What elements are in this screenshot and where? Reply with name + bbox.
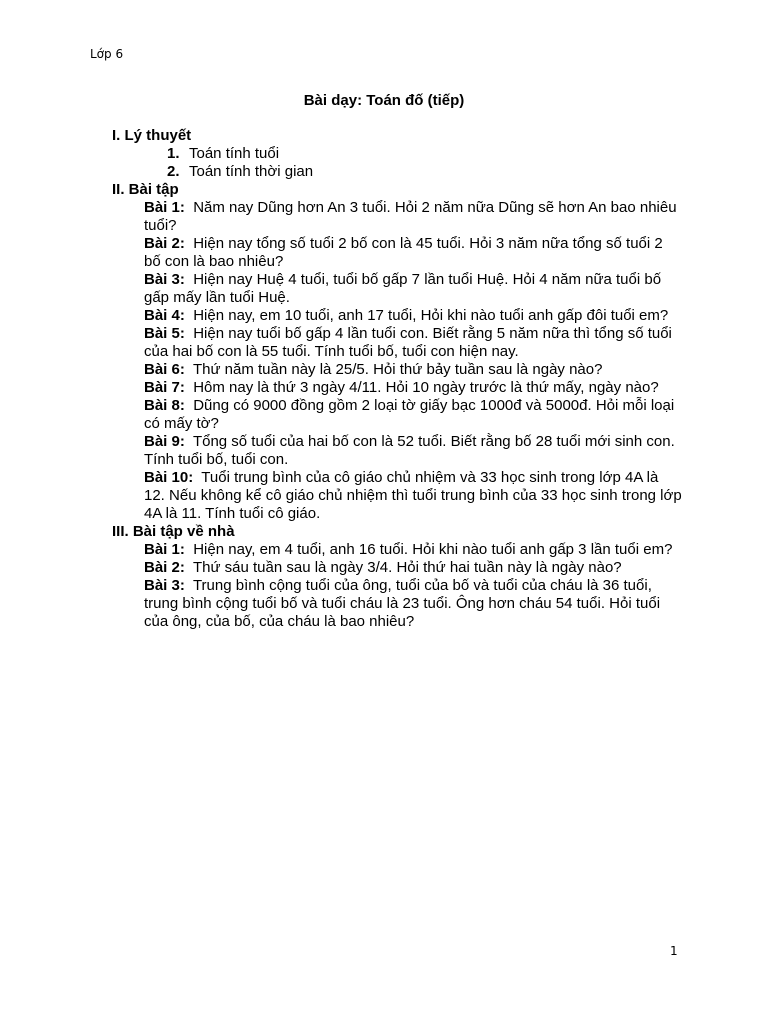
- exercise-problem: [112, 307, 682, 325]
- theory-item-text: Toán tính thời gian: [189, 163, 314, 180]
- homework-problem: [112, 541, 682, 559]
- problem-label: Bài 2:: [144, 235, 185, 252]
- problem-text: Hôm nay là thứ 3 ngày 4/11. Hỏi 10 ngày trước là thứ mấy, ngày nào?: [193, 379, 659, 396]
- exercise-problem: [112, 361, 682, 379]
- theory-item-text: Toán tính tuổi: [189, 145, 280, 162]
- theory-item: [112, 145, 682, 163]
- exercise-problem: [112, 469, 682, 523]
- problem-text: Hiện nay, em 4 tuổi, anh 16 tuổi. Hỏi khi nào tuổi anh gấp 3 lần tuổi em?: [193, 541, 673, 558]
- section-exercises-heading: II. Bài tập: [112, 181, 179, 198]
- problem-text: Hiện nay, em 10 tuổi, anh 17 tuổi, Hỏi khi nào tuổi anh gấp đôi tuổi em?: [193, 307, 669, 324]
- problem-label: Bài 3:: [144, 271, 185, 288]
- exercise-problem: [112, 397, 682, 433]
- problem-text: Thứ năm tuần này là 25/5. Hỏi thứ bảy tuần sau là ngày nào?: [192, 361, 603, 378]
- exercise-problem: [112, 379, 682, 397]
- problem-label: Bài 5:: [144, 325, 185, 342]
- problem-text: Tổng số tuổi của hai bố con là 52 tuổi. Biết rằng bố 28 tuổi mới sinh con. Tính tuổi bố, tuổi con.: [144, 433, 675, 468]
- problem-label: Bài 3:: [144, 577, 185, 594]
- section-theory-heading: I. Lý thuyết: [112, 127, 192, 144]
- page-header: Lớp 6: [90, 47, 124, 61]
- problem-text: Năm nay Dũng hơn An 3 tuổi. Hỏi 2 năm nữa Dũng sẽ hơn An bao nhiêu tuổi?: [144, 199, 677, 234]
- section-homework-heading: III. Bài tập về nhà: [112, 523, 235, 540]
- problem-label: Bài 4:: [144, 307, 185, 324]
- problem-label: Bài 10:: [144, 469, 194, 486]
- lesson-title: Bài dạy: Toán đố (tiếp): [303, 92, 465, 109]
- problem-text: Hiện nay tuổi bố gấp 4 lần tuổi con. Biết rằng 5 năm nữa thì tổng số tuổi của hai bố con là 55 tuổi. Tính tuổi bố, tuổi con hiện nay.: [144, 325, 672, 360]
- homework-problem: [112, 559, 682, 577]
- problem-label: Bài 7:: [144, 379, 185, 396]
- homework-problem: [112, 577, 682, 631]
- problem-label: Bài 8:: [144, 397, 185, 414]
- page-number: 1: [670, 944, 678, 958]
- problem-label: Bài 9:: [144, 433, 185, 450]
- theory-item: [112, 163, 682, 181]
- problem-label: Bài 2:: [144, 559, 185, 576]
- problem-text: Trung bình cộng tuổi của ông, tuổi của bố và tuổi của cháu là 36 tuổi, trung bình cộng tuổi bố và tuổi cháu là 23 tuổi. Ông hơn cháu 54 tuổi. Hỏi tuổi của ông, của bố, của cháu là bao nhiêu?: [144, 577, 661, 630]
- problem-text: Tuổi trung bình của cô giáo chủ nhiệm và 33 học sinh trong lớp 4A là 12. Nếu không kể cô giáo chủ nhiệm thì tuổi trung bình của 33 học sinh trong lớp 4A là 11. Tính tuổi cô giáo.: [144, 469, 682, 522]
- problem-text: Hiện nay Huệ 4 tuổi, tuổi bố gấp 7 lần tuổi Huệ. Hỏi 4 năm nữa tuổi bố gấp mấy lần tuổi Huệ.: [144, 271, 662, 306]
- problem-label: Bài 6:: [144, 361, 185, 378]
- problem-text: Hiện nay tổng số tuổi 2 bố con là 45 tuổi. Hỏi 3 năm nữa tổng số tuổi 2 bố con là bao nhiêu?: [144, 235, 663, 270]
- exercise-problem: [112, 199, 682, 235]
- problem-text: Thứ sáu tuần sau là ngày 3/4. Hỏi thứ hai tuần này là ngày nào?: [192, 559, 622, 576]
- theory-item-number: 1.: [167, 145, 180, 162]
- exercise-problem: [112, 271, 682, 307]
- exercise-problem: [112, 433, 682, 469]
- problem-label: Bài 1:: [144, 199, 185, 216]
- lesson-content: [112, 127, 682, 631]
- theory-item-number: 2.: [167, 163, 180, 180]
- exercise-problem: [112, 325, 682, 361]
- exercise-problem: [112, 235, 682, 271]
- problem-text: Dũng có 9000 đồng gồm 2 loại tờ giấy bạc 1000đ và 5000đ. Hỏi mỗi loại có mấy tờ?: [144, 397, 675, 432]
- problem-label: Bài 1:: [144, 541, 185, 558]
